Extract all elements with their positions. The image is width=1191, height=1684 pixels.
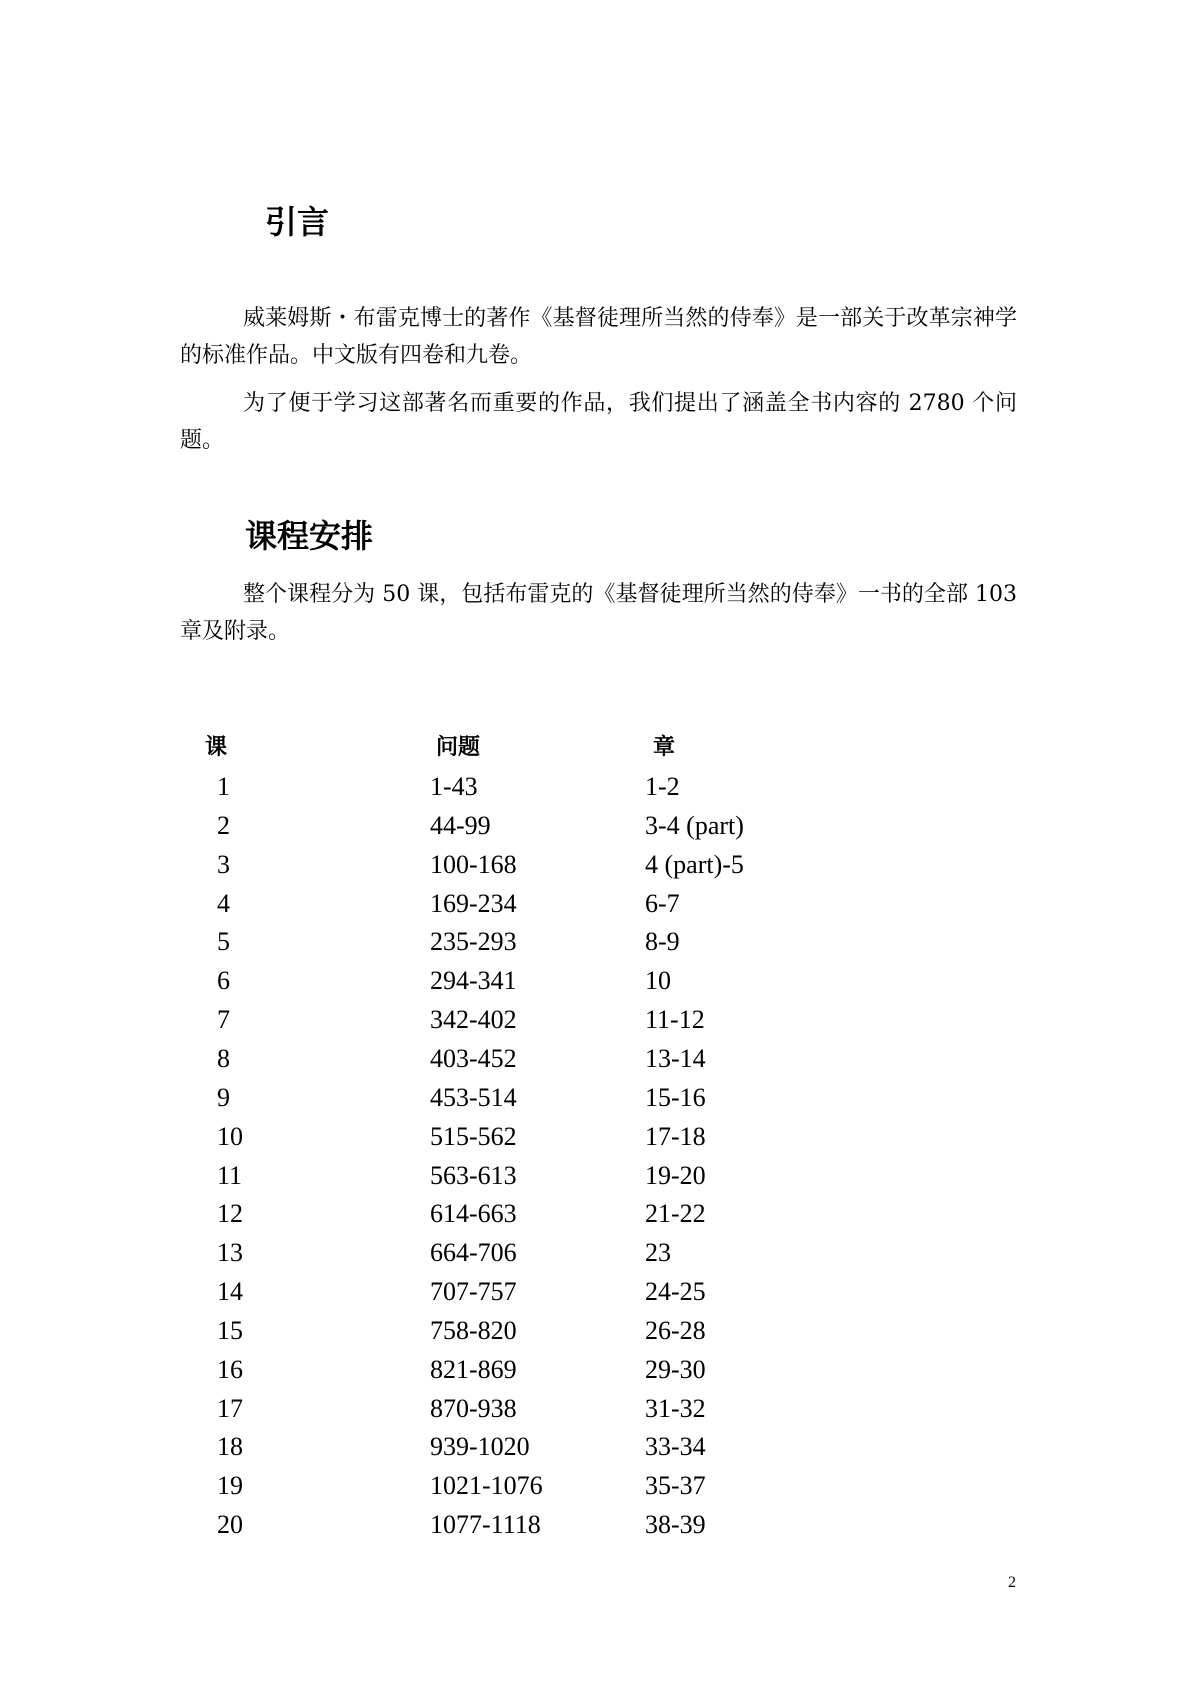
table-row [0,1039,1191,1078]
row-questions: 44-99 [430,811,491,840]
row-lesson: 11 [217,1161,243,1190]
row-lesson: 14 [217,1277,243,1306]
row-questions: 100-168 [430,850,517,879]
row-lesson: 18 [217,1432,243,1461]
row-chapters: 26-28 [645,1316,706,1345]
row-chapters: 33-34 [645,1432,706,1461]
row-chapters: 29-30 [645,1355,706,1384]
row-lesson: 16 [217,1355,243,1384]
row-questions: 821-869 [430,1355,517,1384]
row-questions: 169-234 [430,889,517,918]
row-lesson: 4 [217,889,230,918]
table-row [0,806,1191,845]
table-row [0,1427,1191,1466]
row-questions: 1077-1118 [430,1510,541,1539]
row-questions: 403-452 [430,1044,517,1073]
row-lesson: 8 [217,1044,230,1073]
row-questions: 939-1020 [430,1432,530,1461]
table-row [0,1350,1191,1389]
row-questions: 563-613 [430,1161,517,1190]
row-lesson: 17 [217,1394,243,1423]
row-questions: 342-402 [430,1005,517,1034]
table-row [0,1311,1191,1350]
intro-paragraph-1: 威莱姆斯・布雷克博士的著作《基督徒理所当然的侍奉》是一部关于改革宗神学的标准作品。中文版有四卷和九卷。 [180,306,1017,368]
table-row [0,1117,1191,1156]
row-lesson: 13 [217,1238,243,1267]
row-lesson: 9 [217,1083,230,1112]
row-lesson: 1 [217,772,230,801]
row-chapters: 24-25 [645,1277,706,1306]
schedule-table-header [0,728,1191,767]
table-row [0,1505,1191,1544]
row-chapters: 6-7 [645,889,680,918]
row-chapters: 8-9 [645,927,680,956]
row-chapters: 1-2 [645,772,680,801]
header-chapters: 章 [653,735,676,760]
table-row [0,1000,1191,1039]
header-questions: 问题 [436,735,481,760]
course-heading: 课程安排 [245,517,374,555]
row-lesson: 19 [217,1471,243,1500]
row-chapters: 10 [645,966,671,995]
row-chapters: 13-14 [645,1044,706,1073]
table-row [0,1194,1191,1233]
row-questions: 294-341 [430,966,517,995]
table-row [0,1078,1191,1117]
row-lesson: 5 [217,927,230,956]
row-chapters: 31-32 [645,1394,706,1423]
page-number: 2 [1008,1574,1016,1591]
table-row [0,1389,1191,1428]
row-questions: 870-938 [430,1394,517,1423]
row-questions: 758-820 [430,1316,517,1345]
row-questions: 453-514 [430,1083,517,1112]
row-questions: 1-43 [430,772,478,801]
row-lesson: 20 [217,1510,243,1539]
row-chapters: 17-18 [645,1122,706,1151]
row-lesson: 2 [217,811,230,840]
row-chapters: 21-22 [645,1199,706,1228]
row-questions: 515-562 [430,1122,517,1151]
table-row [0,1466,1191,1505]
row-lesson: 7 [217,1005,230,1034]
course-paragraph: 整个课程分为 50 课，包括布雷克的《基督徒理所当然的侍奉》一书的全部 103 章及附录。 [180,582,1017,644]
row-lesson: 6 [217,966,230,995]
intro-paragraph-2: 为了便于学习这部著名而重要的作品，我们提出了涵盖全书内容的 2780 个问题。 [180,391,1017,453]
row-lesson: 10 [217,1122,243,1151]
table-row [0,1272,1191,1311]
row-chapters: 3-4 (part) [645,811,744,840]
row-lesson: 12 [217,1199,243,1228]
row-lesson: 15 [217,1316,243,1345]
table-row [0,884,1191,923]
row-chapters: 4 (part)-5 [645,850,744,879]
row-questions: 664-706 [430,1238,517,1267]
row-chapters: 23 [645,1238,671,1267]
row-chapters: 11-12 [645,1005,705,1034]
header-lesson: 课 [205,735,228,760]
row-questions: 707-757 [430,1277,517,1306]
row-chapters: 38-39 [645,1510,706,1539]
table-row [0,1233,1191,1272]
row-chapters: 35-37 [645,1471,706,1500]
row-questions: 614-663 [430,1199,517,1228]
row-questions: 1021-1076 [430,1471,543,1500]
row-questions: 235-293 [430,927,517,956]
intro-heading: 引言 [265,203,330,241]
table-row [0,845,1191,884]
row-lesson: 3 [217,850,230,879]
row-chapters: 19-20 [645,1161,706,1190]
table-row [0,961,1191,1000]
table-row [0,922,1191,961]
row-chapters: 15-16 [645,1083,706,1112]
table-row [0,1156,1191,1195]
table-row [0,767,1191,806]
